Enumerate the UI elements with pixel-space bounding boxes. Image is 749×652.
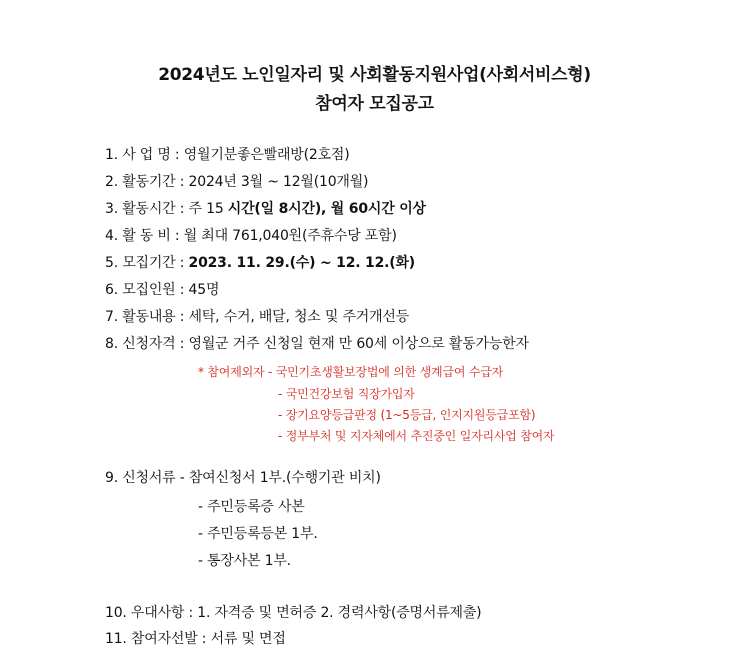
item-activity-period: [105, 171, 368, 191]
item-label: 2. 활동기간 :: [105, 174, 189, 190]
item-label: 9. 신청서류 -: [105, 470, 189, 486]
item-value: 45명: [188, 282, 220, 298]
item-value: 영월군 거주 신청일 현재 만 60세 이상으로 활동가능한자: [188, 336, 529, 352]
item-value: 세탁, 수거, 배달, 청소 및 주거개선등: [188, 309, 410, 325]
notice-subtitle: 참여자 모집공고: [315, 94, 434, 114]
item-value: 참여신청서 1부.(수행기관 비치): [188, 470, 381, 486]
notice-title: 2024년도 노인일자리 및 사회활동지원사업(사회서비스형): [158, 65, 591, 85]
item-label: 8. 신청자격 :: [105, 336, 189, 352]
item-label: 10. 우대사항 :: [105, 605, 198, 621]
item-value: 2024년 3월 ~ 12월(10개월): [188, 174, 369, 190]
item-business-name: [105, 144, 350, 164]
document-line: - 주민등록증 사본: [198, 499, 305, 515]
item-recruit-count: [105, 279, 219, 299]
item-selection: [105, 628, 286, 648]
item-preferences: [105, 602, 481, 622]
exclusion-line: - 정부부처 및 지자체에서 추진중인 일자리사업 참여자: [278, 429, 555, 443]
item-activity-content: [105, 306, 409, 326]
item-recruit-period: [105, 252, 415, 272]
exclusion-heading: * 참여제외자 - 국민기초생활보장법에 의한 생계급여 수급자: [198, 365, 504, 379]
item-label: 6. 모집인원 :: [105, 282, 189, 298]
item-eligibility: [105, 333, 529, 353]
document-line: - 주민등록등본 1부.: [198, 526, 318, 542]
item-value-bold: 시간(일 8시간), 월 60시간 이상: [227, 201, 426, 217]
exclusion-line: - 장기요양등급판정 (1~5등급, 인지지원등급포함): [278, 408, 536, 422]
item-label: 11. 참여자선발 :: [105, 631, 211, 647]
item-value: 주 15: [188, 201, 228, 217]
exclusion-line: - 국민건강보험 직장가입자: [278, 387, 415, 401]
item-label: 4. 활 동 비 :: [105, 228, 184, 244]
item-value-bold: 2023. 11. 29.(수) ~ 12. 12.(화): [188, 255, 415, 271]
item-value: 월 최대 761,040원(주휴수당 포함): [183, 228, 397, 244]
document-line: - 통장사본 1부.: [198, 553, 291, 569]
item-label: 7. 활동내용 :: [105, 309, 189, 325]
item-activity-pay: [105, 225, 397, 245]
item-value: 서류 및 면접: [210, 631, 286, 647]
item-label: 3. 활동시간 :: [105, 201, 189, 217]
item-activity-hours: [105, 198, 426, 218]
item-documents: [105, 467, 381, 487]
item-label: 5. 모집기간 :: [105, 255, 189, 271]
item-value: 영월기분좋은빨래방(2호점): [183, 147, 350, 163]
item-value: 1. 자격증 및 면허증 2. 경력사항(증명서류제출): [197, 605, 482, 621]
item-label: 1. 사 업 명 :: [105, 147, 184, 163]
